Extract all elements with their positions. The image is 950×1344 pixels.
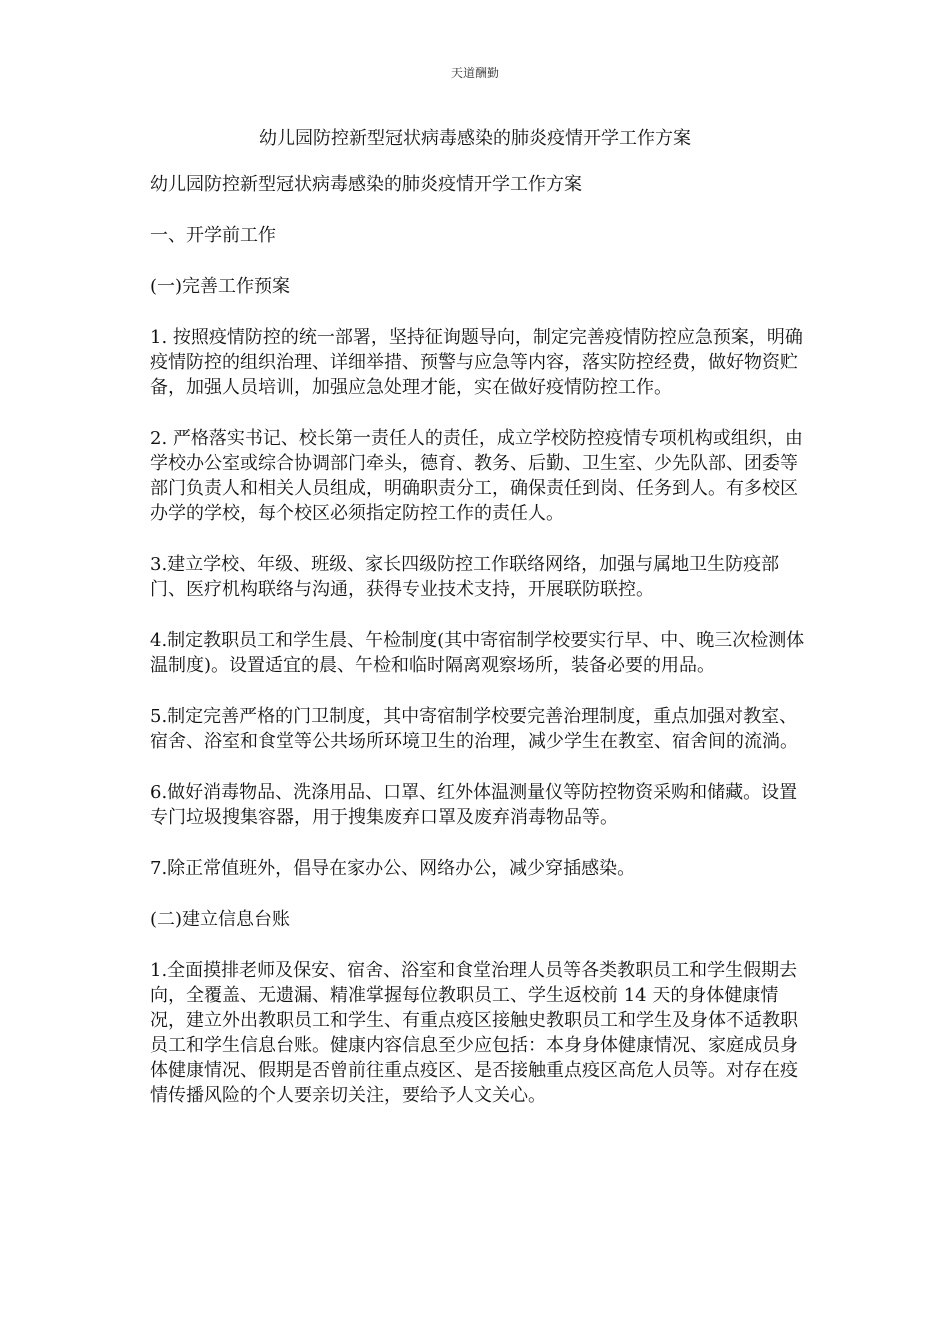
document-body [150, 172, 810, 1134]
paragraph: 1.全面摸排老师及保安、宿舍、浴室和食堂治理人员等各类教职员工和学生假期去向，全覆盖、无遗漏、精准掌握每位教职员工、学生返校前 14 天的身体健康情况，建立外出教职员工和学生、有重点疫区接触史教职员工和学生及身体不适教职员工和学生信息台账。健康内容信息至少应包括：本身身体健康情况、家庭成员身体健康情况、假期是否曾前往重点疫区、是否接触重点疫区高危人员等。对存在疫情传播风险的个人要亲切关注，要给予人文关心。 [150, 960, 798, 1106]
paragraph: 7.除正常值班外，倡导在家办公、网络办公，减少穿插感染。 [150, 858, 636, 879]
paragraph: 3.建立学校、年级、班级、家长四级防控工作联络网络，加强与属地卫生防疫部门、医疗机构联络与沟通，获得专业技术支持，开展联防联控。 [150, 554, 780, 600]
section-heading: 一、开学前工作 [150, 225, 276, 246]
paragraph: 1. 按照疫情防控的统一部署，坚持征询题导向，制定完善疫情防控应急预案，明确疫情防控的组织治理、详细举措、预警与应急等内容，落实防控经费，做好物资贮备，加强人员培训，加强应急处理才能，实在做好疫情防控工作。 [150, 327, 803, 398]
document-title: 幼儿园防控新型冠状病毒感染的肺炎疫情开学工作方案 [259, 128, 691, 149]
paragraph: 2. 严格落实书记、校长第一责任人的责任，成立学校防控疫情专项机构或组织，由学校办公室或综合协调部门牵头，德育、教务、后勤、卫生室、少先队部、团委等部门负责人和相关人员组成，明确职责分工，确保责任到岗、任务到人。有多校区办学的学校，每个校区必须指定防控工作的责任人。 [150, 428, 803, 524]
page-header: 天道酬勤 [450, 66, 499, 80]
paragraph: 5.制定完善严格的门卫制度，其中寄宿制学校要完善治理制度，重点加强对教室、宿舍、浴室和食堂等公共场所环境卫生的治理，减少学生在教室、宿舍间的流淌。 [150, 706, 798, 752]
subsection-heading: (二)建立信息台账 [150, 909, 291, 930]
subsection-heading: (一)完善工作预案 [150, 276, 291, 297]
paragraph-subtitle: 幼儿园防控新型冠状病毒感染的肺炎疫情开学工作方案 [150, 174, 582, 195]
paragraph: 4.制定教职员工和学生晨、午检制度(其中寄宿制学校要实行早、中、晚三次检测体温制度)。设置适宜的晨、午检和临时隔离观察场所，装备必要的用品。 [150, 630, 805, 676]
paragraph: 6.做好消毒物品、洗涤用品、口罩、红外体温测量仪等防控物资采购和储藏。设置专门垃圾搜集容器，用于搜集废弃口罩及废弃消毒物品等。 [150, 782, 798, 828]
